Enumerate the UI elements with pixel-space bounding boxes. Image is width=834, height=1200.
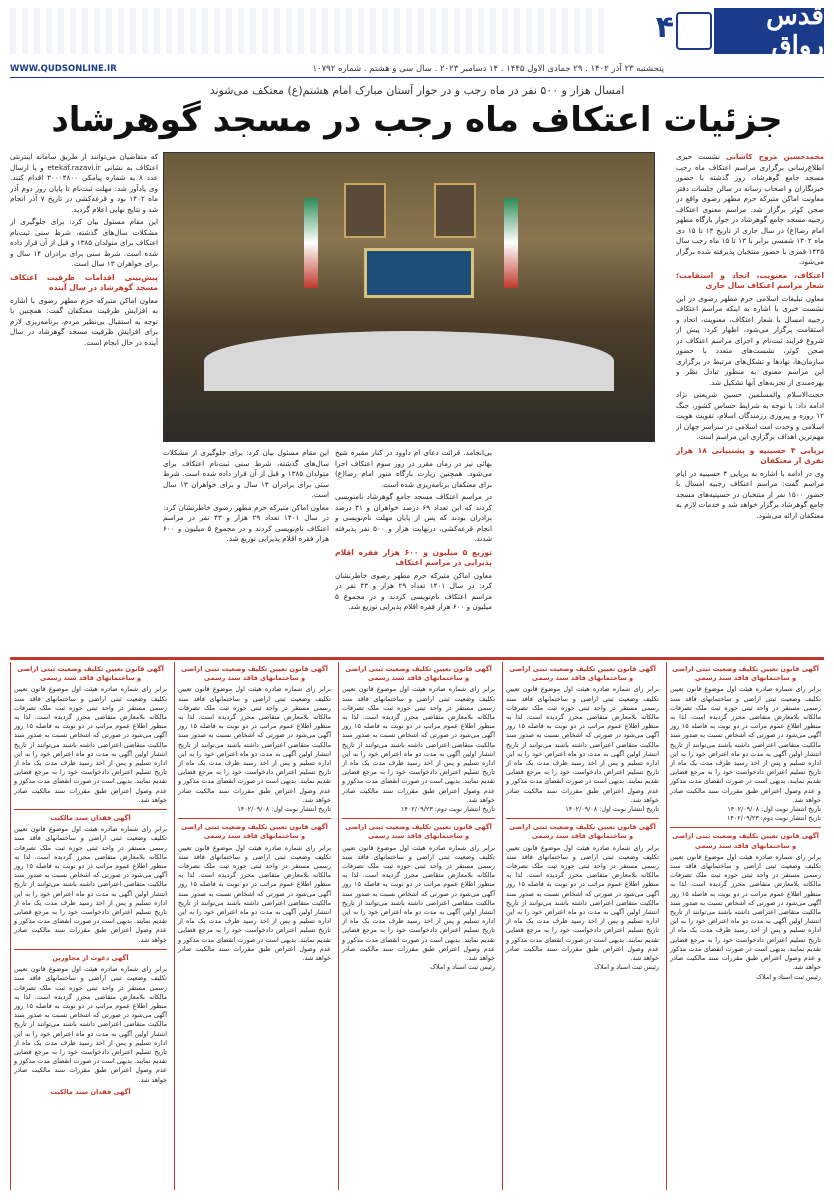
paragraph: بی‌انجامد. قرائت دعای ام داوود در کنار مقبره شیخ بهائی نیز در زمان مقرر در روز سوم اعتکاف اجرا می‌شود. همچنین زیارت بارگاه منور امام رضا(ع) برای معتکفان برنامه‌ریزی شده است.	[335, 448, 492, 489]
ad-sign: رئیس ثبت اسناد و املاک	[430, 963, 495, 972]
conference-table	[204, 331, 614, 391]
flag-image	[504, 198, 518, 288]
paragraph: حجت‌الاسلام والمسلمین حسین شریعتی نژاد ادامه داد: با توجه به شرایط حساس کشور، جنگ ۱۲ روزه و پیروزی رزمندگان اسلام، تقویت هویت اسلامی و وحدت امت اسلامی در سراسر جهان از مهم‌ترین اهداف برگزاری این مراسم است.	[676, 390, 824, 441]
article-column-3	[335, 448, 492, 652]
portrait-image	[434, 183, 476, 238]
divider	[14, 809, 167, 810]
paragraph: این مقام مسئول بیان کرد: برای جلوگیری از مشکلات سال‌های گذشته، شرط سنی ثبت‌نام اعتکاف برای متولدان ۱۳۸۵ و قبل از آن قرار داده شده است. شرط سنی برای برادران ۱۴ سال و برای خواهران ۱۳ سال است.	[163, 448, 329, 499]
byline: محمدحسین مروج کاشانی	[725, 152, 824, 161]
ad-title: آگهی قانون تعیین تکلیف وضعیت ثبتی اراضی و ساختمانهای فاقد سند رسمی	[345, 823, 492, 841]
paragraph: وی در ادامه با اشاره به برپایی ۴ حسینیه در ایام مراسم گفت: مراسم اعتکاف رجبیه امسال با حضور ۱۵۰۰ نفر از منتخبان در حسینیه‌های مسجد جامع گوهرشاد برگزار خواهد شد و خدمات لازم به معتکفان ارائه می‌شود.	[676, 468, 824, 520]
ad-date: تاریخ انتشار نوبت دوم: ۱۴۰۲/۰۹/۲۳	[726, 814, 821, 823]
ad-sign: رئیس ثبت اسناد و املاک	[594, 963, 659, 972]
ad-body: برابر رای شماره صادره هیئت اول موضوع قانون تعیین تکلیف وضعیت ثبتی اراضی و ساختمانهای فاقد سند رسمی مستقر در واحد ثبتی حوزه ثبت ملک تصرفات مالکانه بلامعارض متقاضی محرز گردیده است. لذا به منظور اطلاع عموم مراتب در دو نوبت به فاصله ۱۵ روز آگهی می‌شود در صورتی که اشخاص نسبت به صدور سند مالکیت متقاضی اعتراضی داشته باشند می‌توانند از تاریخ انتشار اولین آگهی به مدت دو ماه اعتراض خود را به این اداره تسلیم و پس از اخذ رسید ظرف مدت یک ماه از تاریخ تسلیم اعتراض دادخواست خود را به مرجع قضایی تقدیم نمایند. بدیهی است در صورت انقضای مدت مذکور و عدم وصول اعتراض طبق مقررات سند مالکیت صادر خواهد شد.	[342, 843, 495, 963]
article-column-5	[163, 448, 329, 652]
subhead: برپایی ۴ حسینیه و پشتیبانی ۱۸ هزار نفری از معتکفان	[676, 445, 824, 465]
divider	[506, 818, 659, 819]
divider	[178, 818, 331, 819]
ad-title: آگهی فقدان سند مالکیت	[50, 814, 131, 823]
dateline	[10, 64, 824, 78]
ad-body: برابر رای شماره صادره هیئت اول موضوع قانون تعیین تکلیف وضعیت ثبتی اراضی و ساختمانهای فاقد سند رسمی مستقر در واحد ثبتی حوزه ثبت ملک تصرفات مالکانه بلامعارض متقاضی محرز گردیده است. لذا به منظور اطلاع عموم مراتب در دو نوبت به فاصله ۱۵ روز آگهی می‌شود در صورتی که اشخاص نسبت به صدور سند مالکیت متقاضی اعتراضی داشته باشند می‌توانند از تاریخ انتشار اولین آگهی به مدت دو ماه اعتراض خود را به این اداره تسلیم و پس از اخذ رسید ظرف مدت یک ماه از تاریخ تسلیم اعتراض دادخواست خود را به مرجع قضایی تقدیم نمایند. بدیهی است در صورت انقضای مدت مذکور و عدم وصول اعتراض طبق مقررات سند مالکیت صادر خواهد شد.	[178, 685, 331, 804]
subhead: اعتکاف، معنویت، اتحاد و استقامت؛ شعار مراسم اعتکاف سال جاری	[676, 270, 824, 290]
ad-title: آگهی قانون تعیین تکلیف وضعیت ثبتی اراضی و ساختمانهای فاقد سند رسمی	[181, 823, 328, 841]
paragraph: معاون تبلیغات اسلامی حرم مطهر رضوی در این نشست خبری با اشاره به اینکه مراسم اعتکاف رجبیه امسال با شعار اعتکاف، معنویت، اتحاد و استقامت برگزار می‌شود، اظهار کرد: پیش از شروع فرایند ثبت‌نام و اجرای مراسم اعتکاف در صحن کوثر، نشست‌های متعدد با حضور سازمان‌ها، نهادها و تشکل‌های مرتبط در برگزاری این مراسم معنوی به منظور تبادل نظر و بهره‌مندی از تجربه‌های آنها تشکیل شد.	[676, 293, 824, 387]
paragraph: معاون اماکن متبرکه حرم مطهر رضوی خاطرنشان کرد: در سال ۱۴۰۱ تعداد ۲۹ هزار و ۴۳ نفر در مراسم اعتکاف نام‌نویسی کردند و در مجموع ۵ میلیون و ۶۰۰ هزار فقره اقلام پذیرایی توزیع شد.	[163, 502, 329, 543]
intro-text: نشست خبری اطلاع‌رسانی برگزاری مراسم اعتکاف ماه رجب مسجد جامع گوهرشاد، روز گذشته با حضور خبرنگاران و اصحاب رسانه در سالن جلسات دفتر معاونت اماکن متبرکه حرم مطهر رضوی واقع در صحن کوثر برگزار شد. مراسم معنوی اعتکاف رجبیه مسجد جامع گوهرشاد در جوار بارگاه مطهر امام رضا(ع) در سال جاری از تاریخ ۱۳ تا ۱۵ دی ماه ۱۴۰۲ شمسی برابر با ۱۳ تا ۱۵ ماه رجب سال ۱۴۴۵ قمری با حضور منتخبان پذیرفته شده برگزار می‌شود.	[676, 152, 824, 266]
ad-body: برابر رای شماره صادره هیئت اول موضوع قانون تعیین تکلیف وضعیت ثبتی اراضی و ساختمانهای فاقد سند رسمی مستقر در واحد ثبتی حوزه ثبت ملک تصرفات مالکانه بلامعارض متقاضی محرز گردیده است. لذا به منظور اطلاع عموم مراتب در دو نوبت به فاصله ۱۵ روز آگهی می‌شود در صورتی که اشخاص نسبت به صدور سند مالکیت متقاضی اعتراضی داشته باشند می‌توانند از تاریخ انتشار اولین آگهی به مدت دو ماه اعتراض خود را به این اداره تسلیم و پس از اخذ رسید ظرف مدت یک ماه از تاریخ تسلیم اعتراض دادخواست خود را به مرجع قضایی تقدیم نمایند. بدیهی است در صورت انقضای مدت مذکور و عدم وصول اعتراض طبق مقررات سند مالکیت صادر خواهد شد.	[506, 685, 659, 804]
ad-date: تاریخ انتشار نوبت اول: ۱۴۰۲/۰۹/۰۸	[727, 805, 821, 814]
ads-column-5	[10, 662, 170, 1190]
ad-body: برابر رای شماره صادره هیئت اول موضوع قانون تعیین تکلیف وضعیت ثبتی اراضی و ساختمانهای فاقد سند رسمی مستقر در واحد ثبتی حوزه ثبت ملک تصرفات مالکانه بلامعارض متقاضی محرز گردیده است. لذا به منظور اطلاع عموم مراتب در دو نوبت به فاصله ۱۵ روز آگهی می‌شود در صورتی که اشخاص نسبت به صدور سند مالکیت متقاضی اعتراضی داشته باشند می‌توانند از تاریخ انتشار اولین آگهی به مدت دو ماه اعتراض خود را به این اداره تسلیم و پس از اخذ رسید ظرف مدت یک ماه از تاریخ تسلیم اعتراض دادخواست خود را به مرجع قضایی تقدیم نمایند. بدیهی است در صورت انقضای مدت مذکور و عدم وصول اعتراض طبق مقررات سند مالکیت صادر خواهد شد.	[342, 685, 495, 804]
article-kicker: امسال هزار و ۵۰۰ نفر در ماه رجب و در جوار آستان مبارک امام هشتم(ع) معتکف می‌شوند	[209, 84, 625, 97]
masthead	[10, 1, 824, 61]
ad-date: تاریخ انتشار نوبت دوم: ۱۴۰۲/۰۹/۲۳	[400, 805, 495, 814]
ad-title: آگهی قانون تعیین تکلیف وضعیت ثبتی اراضی و ساختمانهای فاقد سند رسمی	[345, 665, 492, 683]
ads-column-2	[502, 662, 662, 1190]
section-divider	[10, 657, 824, 660]
website-link[interactable]: WWW.QUDSONLINE.IR	[10, 64, 117, 74]
ad-body: برابر رای شماره صادره هیئت اول موضوع قانون تعیین تکلیف وضعیت ثبتی اراضی و ساختمانهای فاقد سند رسمی مستقر در واحد ثبتی حوزه ثبت ملک تصرفات مالکانه بلامعارض متقاضی محرز گردیده است. لذا به منظور اطلاع عموم مراتب در دو نوبت به فاصله ۱۵ روز آگهی می‌شود در صورتی که اشخاص نسبت به صدور سند مالکیت متقاضی اعتراضی داشته باشند می‌توانند از تاریخ انتشار اولین آگهی به مدت دو ماه اعتراض خود را به این اداره تسلیم و پس از اخذ رسید ظرف مدت یک ماه از تاریخ تسلیم اعتراض دادخواست خود را به مرجع قضایی تقدیم نمایند. بدیهی است در صورت انقضای مدت مذکور و عدم وصول اعتراض طبق مقررات سند مالکیت صادر خواهد شد.	[178, 843, 331, 963]
divider	[14, 949, 167, 950]
ad-date: تاریخ انتشار نوبت اول: ۱۴۰۲/۰۹/۰۸	[565, 805, 659, 814]
ads-column-1	[666, 662, 824, 1190]
paragraph: که متقاضیان می‌توانند از طریق سامانه اینترنتی اعتکاف به نشانی etekaf.razavi.ir و یا ارسال عدد ۸ به شماره پیامکی ۳۰۰۰۴۸۰۰ اقدام کنند. وی یادآور شد: مهلت ثبت‌نام تا پایان روز دوم آذر ماه ۱۴۰۲ بود و قرعه‌کشی در تاریخ ۷ آذر انجام شد و نتایج نهایی اعلام گردید.	[10, 152, 158, 214]
subhead: پیش‌بینی اقدامات ظرفیت اعتکاف مسجد گوهرشاد در سال آینده	[10, 272, 158, 292]
subhead: توزیع ۵ میلیون و ۶۰۰ هزار فقره اقلام پذیرایی در مراسم اعتکاف	[335, 547, 492, 567]
ad-title: آگهی قانون تعیین تکلیف وضعیت ثبتی اراضی و ساختمانهای فاقد سند رسمی	[17, 665, 164, 683]
ad-body: برابر رای شماره صادره هیئت اول موضوع قانون تعیین تکلیف وضعیت ثبتی اراضی و ساختمانهای فاقد سند رسمی مستقر در واحد ثبتی حوزه ثبت ملک تصرفات مالکانه بلامعارض متقاضی محرز گردیده است. لذا به منظور اطلاع عموم مراتب در دو نوبت به فاصله ۱۵ روز آگهی می‌شود در صورتی که اشخاص نسبت به صدور سند مالکیت متقاضی اعتراضی داشته باشند می‌توانند از تاریخ انتشار اولین آگهی به مدت دو ماه اعتراض خود را به این اداره تسلیم و پس از اخذ رسید ظرف مدت یک ماه از تاریخ تسلیم اعتراض دادخواست خود را به مرجع قضایی تقدیم نمایند. بدیهی است در صورت انقضای مدت مذکور و عدم وصول اعتراض طبق مقررات سند مالکیت صادر خواهد شد.	[670, 852, 821, 972]
article-column-4	[10, 152, 158, 652]
article-column-1	[676, 152, 824, 652]
page-number: ۴	[655, 10, 674, 45]
ad-title: آگهی قانون تعیین تکلیف وضعیت ثبتی اراضی و ساختمانهای فاقد سند رسمی	[509, 665, 656, 683]
ad-title: آگهی قانون تعیین تکلیف وضعیت ثبتی اراضی و ساختمانهای فاقد سند رسمی	[672, 832, 819, 850]
ad-title: آگهی قانون تعیین تکلیف وضعیت ثبتی اراضی و ساختمانهای فاقد سند رسمی	[509, 823, 656, 841]
divider	[670, 827, 821, 828]
intro-paragraph	[676, 152, 824, 268]
issue-info: پنجشنبه ۲۳ آذر ۱۴۰۲ . ۲۹ جمادی الاول ۱۴۴۵ . ۱۴ دسامبر ۲۰۲۳ . سال سی و هشتم . شماره ۱۰۷۹۲	[312, 64, 664, 74]
paragraph: این مقام مسئول بیان کرد: برای جلوگیری از مشکلات سال‌های گذشته، شرط سنی ثبت‌نام اعتکاف برای متولدان ۱۳۸۵ و قبل از آن قرار داده شده است. شرط سنی برای برادران ۱۴ سال و برای خواهران ۱۳ سال است.	[10, 217, 158, 268]
ad-body: برابر رای شماره صادره هیئت اول موضوع قانون تعیین تکلیف وضعیت ثبتی اراضی و ساختمانهای فاقد سند رسمی مستقر در واحد ثبتی حوزه ثبت ملک تصرفات مالکانه بلامعارض متقاضی محرز گردیده است. لذا به منظور اطلاع عموم مراتب در دو نوبت به فاصله ۱۵ روز آگهی می‌شود در صورتی که اشخاص نسبت به صدور سند مالکیت متقاضی اعتراضی داشته باشند می‌توانند از تاریخ انتشار اولین آگهی به مدت دو ماه اعتراض خود را به این اداره تسلیم و پس از اخذ رسید ظرف مدت یک ماه از تاریخ تسلیم اعتراض دادخواست خود را به مرجع قضایی تقدیم نمایند. بدیهی است در صورت انقضای مدت مذکور و عدم وصول اعتراض طبق مقررات سند مالکیت صادر خواهد شد.	[506, 843, 659, 963]
ad-body: برابر رای شماره صادره هیئت اول موضوع قانون تعیین تکلیف وضعیت ثبتی اراضی و ساختمانهای فاقد سند رسمی مستقر در واحد ثبتی حوزه ثبت ملک تصرفات مالکانه بلامعارض متقاضی محرز گردیده است. لذا به منظور اطلاع عموم مراتب در دو نوبت به فاصله ۱۵ روز آگهی می‌شود در صورتی که اشخاص نسبت به صدور سند مالکیت متقاضی اعتراضی داشته باشند می‌توانند از تاریخ انتشار اولین آگهی به مدت دو ماه اعتراض خود را به این اداره تسلیم و پس از اخذ رسید ظرف مدت یک ماه از تاریخ تسلیم اعتراض دادخواست خود را به مرجع قضایی تقدیم نمایند. بدیهی است در صورت انقضای مدت مذکور و عدم وصول اعتراض طبق مقررات سند مالکیت صادر خواهد شد.	[14, 685, 167, 804]
ad-title: آگهی قانون تعیین تکلیف وضعیت ثبتی اراضی و ساختمانهای فاقد سند رسمی	[181, 665, 328, 683]
header-pattern	[10, 8, 610, 54]
ad-body: برابر رای شماره صادره هیئت اول موضوع قانون تعیین تکلیف وضعیت ثبتی اراضی و ساختمانهای فاقد سند رسمی مستقر در واحد ثبتی حوزه ثبت ملک تصرفات مالکانه بلامعارض متقاضی محرز گردیده است. لذا به منظور اطلاع عموم مراتب در دو نوبت به فاصله ۱۵ روز آگهی می‌شود در صورتی که اشخاص نسبت به صدور سند مالکیت متقاضی اعتراضی داشته باشند می‌توانند از تاریخ انتشار اولین آگهی به مدت دو ماه اعتراض خود را به این اداره تسلیم و پس از اخذ رسید ظرف مدت یک ماه از تاریخ تسلیم اعتراض دادخواست خود را به مرجع قضایی تقدیم نمایند. بدیهی است در صورت انقضای مدت مذکور و عدم وصول اعتراض طبق مقررات سند مالکیت صادر خواهد شد.	[670, 685, 821, 804]
ad-title: آگهی فقدان سند مالکیت	[50, 1087, 131, 1096]
ad-body: برابر رای شماره صادره هیئت اول موضوع قانون تعیین تکلیف وضعیت ثبتی اراضی و ساختمانهای فاقد سند رسمی مستقر در واحد ثبتی حوزه ثبت ملک تصرفات مالکانه بلامعارض متقاضی محرز گردیده است. لذا به منظور اطلاع عموم مراتب در دو نوبت به فاصله ۱۵ روز آگهی می‌شود در صورتی که اشخاص نسبت به صدور سند مالکیت متقاضی اعتراضی داشته باشند می‌توانند از تاریخ انتشار اولین آگهی به مدت دو ماه اعتراض خود را به این اداره تسلیم و پس از اخذ رسید ظرف مدت یک ماه از تاریخ تسلیم اعتراض دادخواست خود را به مرجع قضایی تقدیم نمایند. بدیهی است در صورت انقضای مدت مذکور و عدم وصول اعتراض طبق مقررات سند مالکیت صادر خواهد شد.	[14, 965, 167, 1084]
ads-column-4	[174, 662, 334, 1190]
article-headline[interactable]: جزئیات اعتکاف ماه رجب در مسجد گوهرشاد	[51, 100, 783, 140]
ad-body: برابر رای شماره صادره هیئت اول موضوع قانون تعیین تکلیف وضعیت ثبتی اراضی و ساختمانهای فاقد سند رسمی مستقر در واحد ثبتی حوزه ثبت ملک تصرفات مالکانه بلامعارض متقاضی محرز گردیده است. لذا به منظور اطلاع عموم مراتب در دو نوبت به فاصله ۱۵ روز آگهی می‌شود در صورتی که اشخاص نسبت به صدور سند مالکیت متقاضی اعتراضی داشته باشند می‌توانند از تاریخ انتشار اولین آگهی به مدت دو ماه اعتراض خود را به این اداره تسلیم و پس از اخذ رسید ظرف مدت یک ماه از تاریخ تسلیم اعتراض دادخواست خود را به مرجع قضایی تقدیم نمایند. بدیهی است در صورت انقضای مدت مذکور و عدم وصول اعتراض طبق مقررات سند مالکیت صادر خواهد شد.	[14, 825, 167, 944]
paragraph: معاون اماکن متبرکه حرم مطهر رضوی خاطرنشان کرد: در سال ۱۴۰۱ تعداد ۲۹ هزار و ۴۳ نفر در مراسم اعتکاف نام‌نویسی کردند و در مجموع ۵ میلیون و ۶۰۰ هزار فقره اقلام پذیرایی توزیع شد.	[335, 570, 492, 611]
ad-sign: رئیس ثبت اسناد و املاک	[756, 972, 821, 981]
banner-image	[364, 248, 474, 298]
divider	[342, 818, 495, 819]
portrait-image	[344, 183, 386, 238]
paragraph: در مراسم اعتکاف مسجد جامع گوهرشاد نامنویسی کردند که این تعداد ۶۹ درصد خواهران و ۳۱ درصد برادران بودند که پس از پایان مهلت نام‌نویسی و انجام قرعه‌کشی، درنهایت هزار و ۵۰۰ نفر پذیرفته شدند.	[335, 492, 492, 543]
ad-title: آگهی قانون تعیین تکلیف وضعیت ثبتی اراضی و ساختمانهای فاقد سند رسمی	[672, 665, 819, 683]
seal-icon	[676, 12, 712, 50]
paragraph: معاون اماکن متبرکه حرم مطهر رضوی با اشاره به افزایش ظرفیت معتکفان گفت: همچنین با توجه به استقبال بی‌نظیر مردم، برنامه‌ریزی لازم برای افزایش ظرفیت مسجد گوهرشاد در سال آینده در حال انجام است.	[10, 295, 158, 347]
meeting-photo	[163, 152, 655, 442]
flag-image	[304, 198, 318, 288]
ads-column-3	[338, 662, 498, 1190]
ad-title: آگهی دعوت از مجاورین	[52, 953, 129, 962]
ad-date: تاریخ انتشار نوبت اول: ۱۴۰۲/۰۹/۰۸	[237, 805, 331, 814]
newspaper-logo[interactable]: قدس رواق	[714, 8, 824, 54]
